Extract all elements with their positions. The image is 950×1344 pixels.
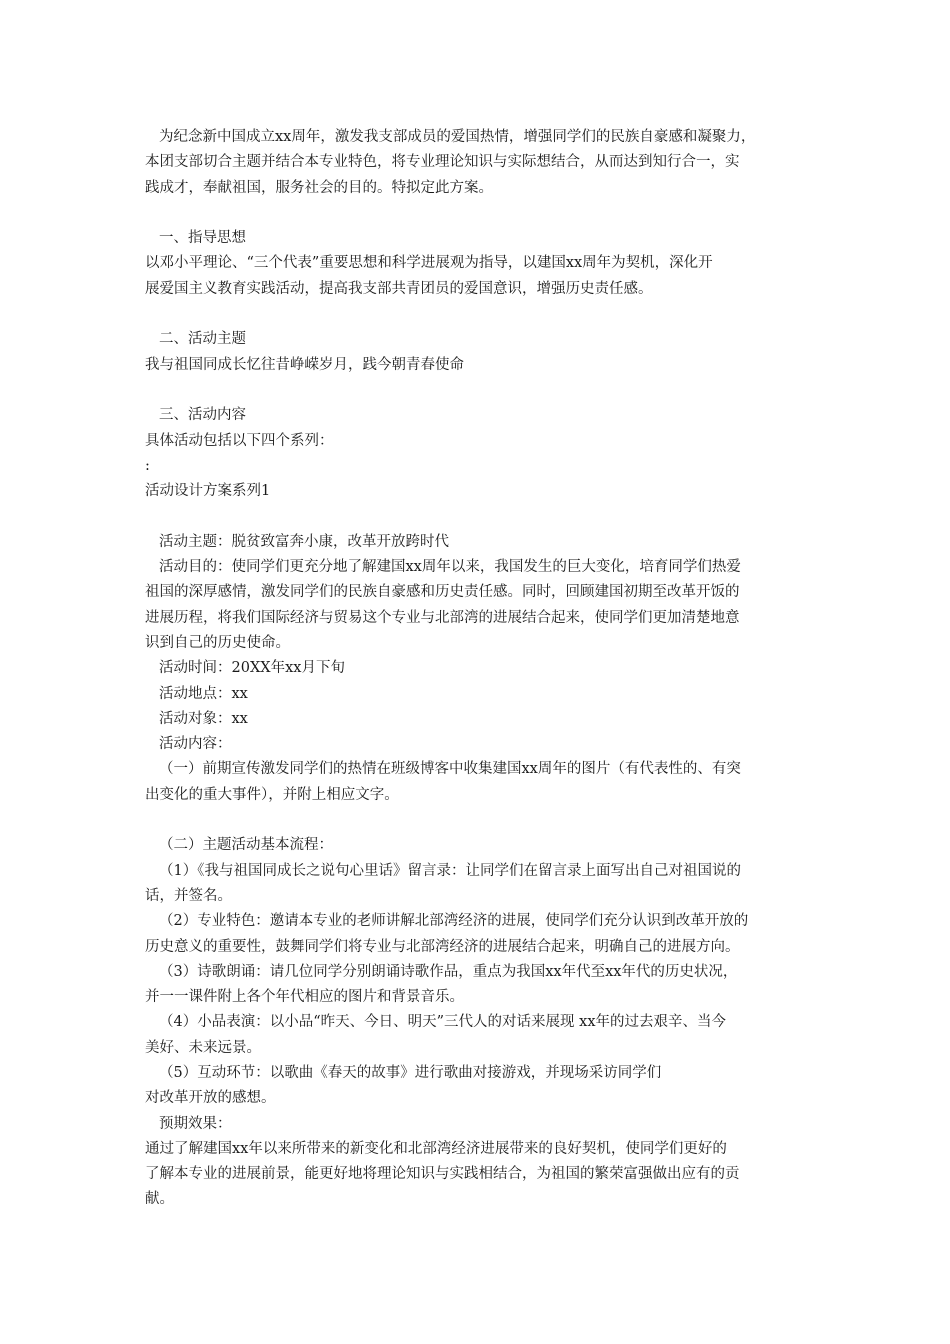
blank-line bbox=[145, 808, 810, 833]
text-line: 一、指导思想 bbox=[159, 230, 246, 247]
text-line: 活动地点：xx bbox=[159, 685, 248, 702]
text-line: 预期效果： bbox=[159, 1115, 232, 1132]
text-line: 为纪念新中国成立xx周年，激发我支部成员的爱国热情，增强同学们的民族自豪感和凝聚力， bbox=[159, 129, 756, 145]
text-line: 活动目的：使同学们更充分地了解建国xx周年以来，我国发生的巨大变化，培育同学们热爱 bbox=[159, 559, 741, 576]
blank-line bbox=[145, 302, 810, 327]
text-line: 展爱国主义教育实践活动，提高我支部共青团员的爱国意识，增强历史责任感。 bbox=[145, 280, 653, 297]
blank-line bbox=[145, 378, 810, 403]
text-line: 我与祖国同成长忆往昔峥嵘岁月，践今朝青春使命 bbox=[145, 356, 464, 373]
text-line: 践成才，奉献祖国，服务社会的目的。特拟定此方案。 bbox=[145, 179, 493, 196]
text-line: 三、活动内容 bbox=[159, 407, 246, 424]
text-line: 识到自己的历史使命。 bbox=[145, 634, 290, 651]
text-line: （5）互动环节：以歌曲《春天的故事》进行歌曲对接游戏，并现场采访同学们 bbox=[159, 1064, 662, 1081]
text-line: （4）小品表演：以小品“昨天、今日、明天”三代人的对话来展现 xx年的过去艰辛、当今 bbox=[159, 1014, 727, 1031]
text-line: 美好、未来远景。 bbox=[145, 1039, 261, 1056]
text-line: （一）前期宣传激发同学们的热情在班级博客中收集建国xx周年的图片（有代表性的、有突 bbox=[159, 761, 741, 778]
text-line: 以邓小平理论、“三个代表”重要思想和科学进展观为指导，以建国xx周年为契机，深化开 bbox=[145, 255, 713, 272]
text-line: 话，并签名。 bbox=[145, 887, 232, 904]
text-line: （3）诗歌朗诵：请几位同学分别朗诵诗歌作品，重点为我国xx年代至xx年代的历史状况， bbox=[159, 963, 738, 980]
document-body bbox=[145, 125, 810, 1213]
text-line: 通过了解建国xx年以来所带来的新变化和北部湾经济进展带来的良好契机，使同学们更好的 bbox=[145, 1140, 727, 1157]
text-line: 活动对象：xx bbox=[159, 710, 248, 727]
text-line: 祖国的深厚感情，激发同学们的民族自豪感和历史责任感。同时，回顾建国初期至改革开饭的 bbox=[145, 584, 740, 601]
text-line: （2）专业特色：邀请本专业的老师讲解北部湾经济的进展，使同学们充分认识到改革开放的 bbox=[159, 913, 749, 930]
text-line: 活动内容： bbox=[159, 736, 232, 753]
text-line: 并一一课件附上各个年代相应的图片和背景音乐。 bbox=[145, 989, 464, 1006]
text-line: : bbox=[145, 457, 150, 474]
text-line: 具体活动包括以下四个系列： bbox=[145, 432, 334, 449]
text-line: 活动主题：脱贫致富奔小康，改革开放跨时代 bbox=[159, 533, 449, 550]
text-line: 活动设计方案系列1 bbox=[145, 483, 271, 500]
text-line: 出变化的重大事件），并附上相应文字。 bbox=[145, 786, 399, 803]
text-line: 活动时间：20XX年xx月下旬 bbox=[159, 660, 345, 677]
text-line: 进展历程，将我们国际经济与贸易这个专业与北部湾的进展结合起来，使同学们更加清楚地意 bbox=[145, 609, 740, 626]
blank-line bbox=[145, 504, 810, 529]
text-line: 了解本专业的进展前景，能更好地将理论知识与实践相结合，为祖国的繁荣富强做出应有的贡 bbox=[145, 1166, 740, 1183]
blank-line bbox=[145, 201, 810, 226]
text-line: 本团支部切合主题并结合本专业特色，将专业理论知识与实际想结合，从而达到知行合一，实 bbox=[145, 154, 740, 171]
text-line: 献。 bbox=[145, 1191, 174, 1208]
text-line: （1）《我与祖国同成长之说句心里话》留言录：让同学们在留言录上面写出自己对祖国说的 bbox=[159, 862, 741, 879]
text-line: 历史意义的重要性，鼓舞同学们将专业与北部湾经济的进展结合起来，明确自己的进展方向。 bbox=[145, 938, 740, 955]
text-line: （二）主题活动基本流程： bbox=[159, 837, 333, 854]
text-line: 对改革开放的感想。 bbox=[145, 1090, 276, 1107]
text-line: 二、活动主题 bbox=[159, 331, 246, 348]
